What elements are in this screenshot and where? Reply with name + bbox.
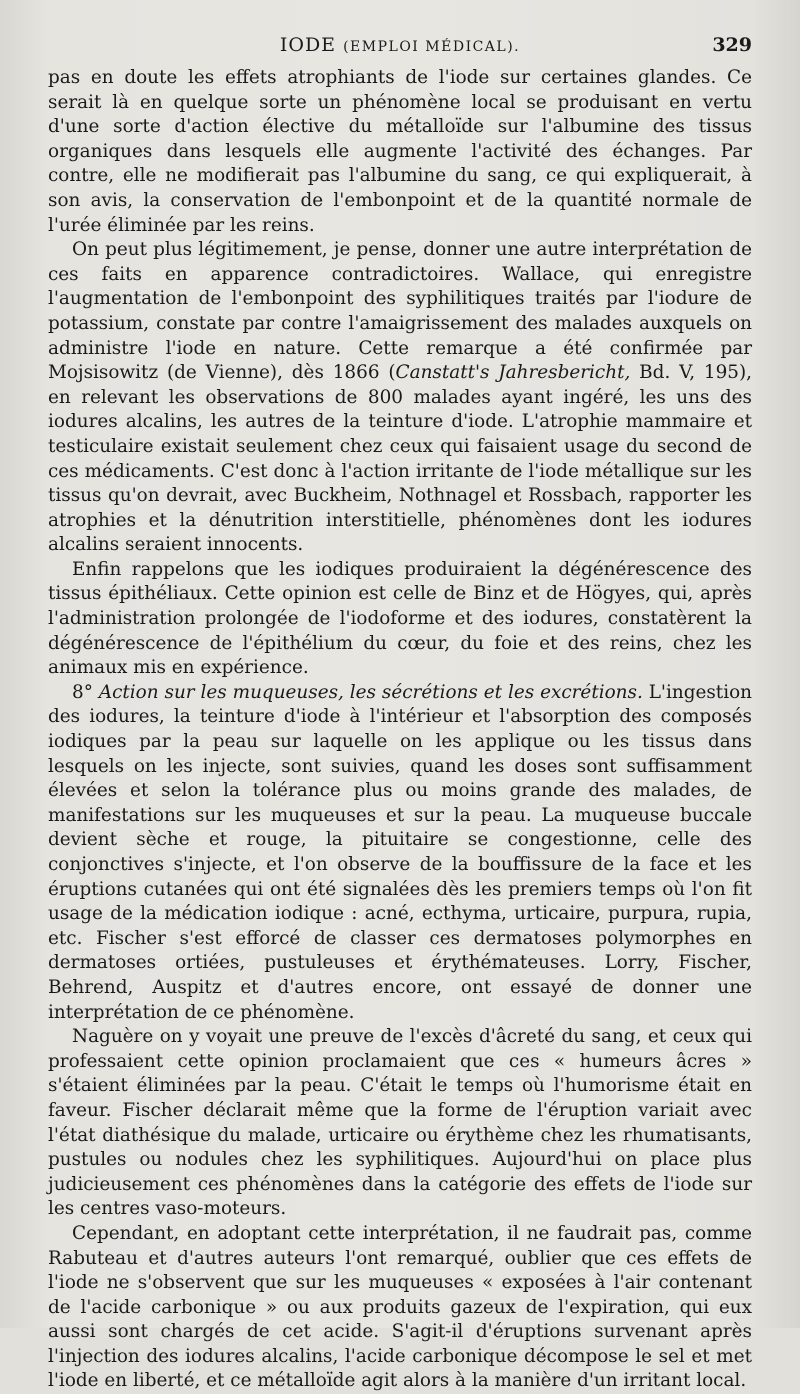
running-head xyxy=(48,34,752,58)
page-number: 329 xyxy=(712,34,752,56)
body-text xyxy=(48,66,752,1394)
paragraph-text: L'ingestion des iodures, la teinture d'iode à l'intérieur et l'absorption des composés iodiques par la peau sur laquelle on les applique ou les tissus dans lesquels on les injecte, sont suivies, quand les doses sont suffisamment élevées et selon la tolérance plus ou moins grande des malades, de manifestations sur les muqueuses et sur la peau. La muqueuse buccale devient sèche et rouge, la pituitaire se congestionne, celle des conjonctives s'injecte, et l'on observe de la bouffissure de la face et les éruptions cutanées qui ont été signalées dès les premiers temps où l'on fit usage de la médication iodique : acné, ecthyma, urticaire, purpura, rupia, etc. Fischer s'est efforcé de classer ces dermatoses polymorphes en dermatoses ortiées, pustuleuses et érythémateuses. Lorry, Fischer, Behrend, Auspitz et d'autres encore, ont essayé de donner une interprétation de ce phénomène. xyxy=(48,681,752,1023)
paragraph xyxy=(48,1025,752,1222)
running-title xyxy=(48,34,752,56)
paragraph-text: Enfin rappelons que les iodiques produiraient la dégénérescence des tissus épithéliaux. Cette opinion est celle de Binz et de Högyes, qui, après l'administration prolongée de l'iodoforme et des iodures, constatèrent la dégénérescence de l'épithélium du cœur, du foie et des reins, chez les animaux mis en expérience. xyxy=(48,558,752,679)
paragraph xyxy=(48,1222,752,1394)
paragraph xyxy=(48,558,752,681)
paragraph-text: Bd. V, 195), en relevant les observations de 800 malades ayant ingéré, les uns des iodures alcalins, les autres de la teinture d'iode. L'atrophie mammaire et testiculaire existait seulement chez ceux qui faisaient usage du second de ces médicaments. C'est donc à l'action irritante de l'iode métallique sur les tissus qu'on devrait, avec Buckheim, Nothnagel et Rossbach, rapporter les atrophies et la dénutrition interstitielle, phénomènes dont les iodures alcalins seraient innocents. xyxy=(48,362,752,556)
paragraph-text: Naguère on y voyait une preuve de l'excès d'âcreté du sang, et ceux qui professaient cette opinion proclamaient que ces « humeurs âcres » s'étaient éliminées par la peau. C'était le temps où l'humorisme était en faveur. Fischer déclarait même que la forme de l'éruption variait avec l'état diathésique du malade, urticaire ou érythème chez les rhumatisants, pustules ou nodules chez les syphilitiques. Aujourd'hui on place plus judicieusement ces phénomènes dans la catégorie des effets de l'iode sur les centres vaso-moteurs. xyxy=(48,1026,752,1220)
paragraph-text: pas en doute les effets atrophiants de l'iode sur certaines glandes. Ce serait là en quelque sorte un phénomène local se produisant en vertu d'une sorte d'action élective du métalloïde sur l'albumine des tissus organiques dans lesquels elle augmente l'activité des échanges. Par contre, elle ne modifierait pas l'albumine du sang, ce qui expliquerait, à son avis, la conservation de l'embonpoint et de la quantité normale de l'urée éliminée par les reins. xyxy=(48,67,752,236)
journal-citation: Canstatt's Jahresbericht, xyxy=(395,362,631,384)
paragraph xyxy=(48,238,752,558)
paragraph xyxy=(48,66,752,238)
section-heading: Action sur les muqueuses, les sécrétions et les excrétions. xyxy=(98,681,643,703)
running-title-main: IODE xyxy=(279,34,337,56)
paragraph xyxy=(48,681,752,1025)
section-number: 8° xyxy=(72,681,99,703)
paragraph-text: Cependant, en adoptant cette interprétation, il ne faudrait pas, comme Rabuteau et d'autres auteurs l'ont remarqué, oublier que ces effets de l'iode ne s'observent que sur les muqueuses « exposées à l'air contenant de l'acide carbonique » ou aux produits gazeux de l'expiration, qui eux aussi sont chargés de cet acide. S'agit-il d'éruptions survenant après l'injection des iodures alcalins, l'acide carbonique décompose le sel et met l'iode en liberté, et ce métalloïde agit alors à la manière d'un irritant local. xyxy=(48,1222,752,1392)
running-title-sub: (EMPLOI MÉDICAL). xyxy=(343,39,521,55)
paragraph-text: On peut plus légitimement, je pense, donner une autre interprétation de ces faits en apparence contradictoires. Wallace, qui enregistre l'augmentation de l'embonpoint des syphilitiques traités par l'iodure de potassium, constate par contre l'amaigrissement des malades auxquels on administre l'iode en nature. Cette remarque a été confirmée par Mojsisowitz (de Vienne), dès 1866 ( xyxy=(48,239,752,384)
